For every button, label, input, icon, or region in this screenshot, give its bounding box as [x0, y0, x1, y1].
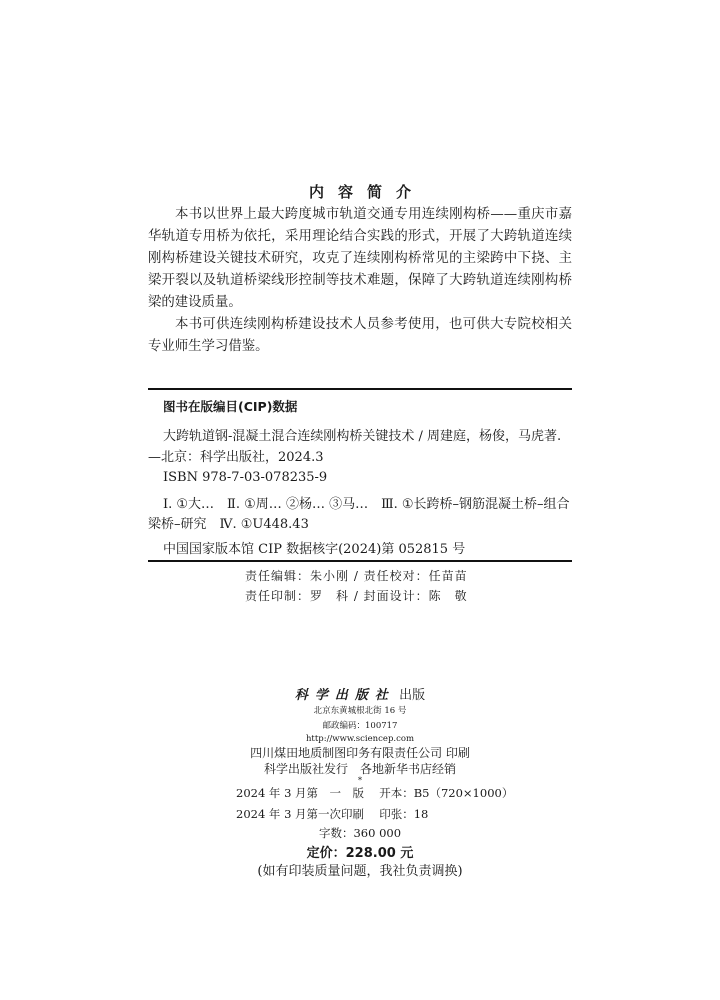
summary-paragraph: 本书可供连续刚构桥建设技术人员参考使用，也可供大专院校相关专业师生学习借鉴。: [148, 317, 572, 354]
print-line: 2024 年 3 月第一次印刷 印张：18: [236, 807, 429, 821]
quality-note: (如有印装质量问题，我社负责调换): [257, 864, 463, 879]
cip-classification: Ⅰ. ①大… Ⅱ. ①周… ②杨… ③马… Ⅲ. ①长跨桥–钢筋混凝土桥–组合梁桥–研究 Ⅳ. ①U448.43: [148, 496, 570, 532]
credits-line-2: 责任印制：罗 科 / 封面设计：陈 敬: [245, 589, 468, 603]
publisher-line: [0, 684, 720, 703]
edition-line: 2024 年 3 月第 一 版 开本：B5（720×1000）: [236, 786, 514, 800]
cip-entry: 大跨轨道钢-混凝土混合连续刚构桥关键技术 / 周建庭，杨俊，马虎著. —北京：科学出版社，2024.3: [148, 429, 562, 465]
summary-paragraph: 本书以世界上最大跨度城市轨道交通专用连续刚构桥——重庆市嘉华轨道专用桥为依托，采用理论结合实践的形式，开展了大跨轨道连续刚构桥建设关键技术研究，攻克了连续刚构桥常见的主梁跨中下挠、主梁开裂以及轨道桥梁线形控制等技术难题，保障了大跨轨道连续刚构桥梁的建设质量。: [148, 207, 572, 310]
summary-title: 内容简介: [308, 183, 425, 201]
distribution-line: 科学出版社发行 各地新华书店经销: [263, 762, 456, 776]
cip-block: [148, 427, 572, 560]
publisher-postcode: 邮政编码：100717: [322, 721, 398, 731]
credits-line-1: 责任编辑：朱小刚 / 责任校对：任苗苗: [245, 569, 468, 583]
cip-top-rule: [148, 388, 572, 390]
cip-bottom-rule: [148, 560, 572, 562]
cip-isbn: ISBN 978-7-03-078235-9: [163, 470, 328, 485]
cip-record: 中国国家版本馆 CIP 数据核字(2024)第 052815 号: [163, 541, 466, 557]
printer-line: 四川煤田地质制图印务有限责任公司 印刷: [250, 746, 470, 760]
separator-star: *: [357, 776, 363, 786]
word-count: 字数：360 000: [318, 826, 402, 840]
price: 定价：228.00 元: [306, 846, 414, 861]
publisher-address: 北京东黄城根北街 16 号: [313, 706, 407, 716]
publisher-suffix: 出版: [394, 688, 426, 703]
cip-heading: 图书在版编目(CIP)数据: [163, 399, 298, 414]
summary-body: [148, 204, 572, 358]
publisher-name: 科学出版社: [294, 688, 395, 703]
publisher-website: http://www.sciencep.com: [305, 734, 415, 744]
